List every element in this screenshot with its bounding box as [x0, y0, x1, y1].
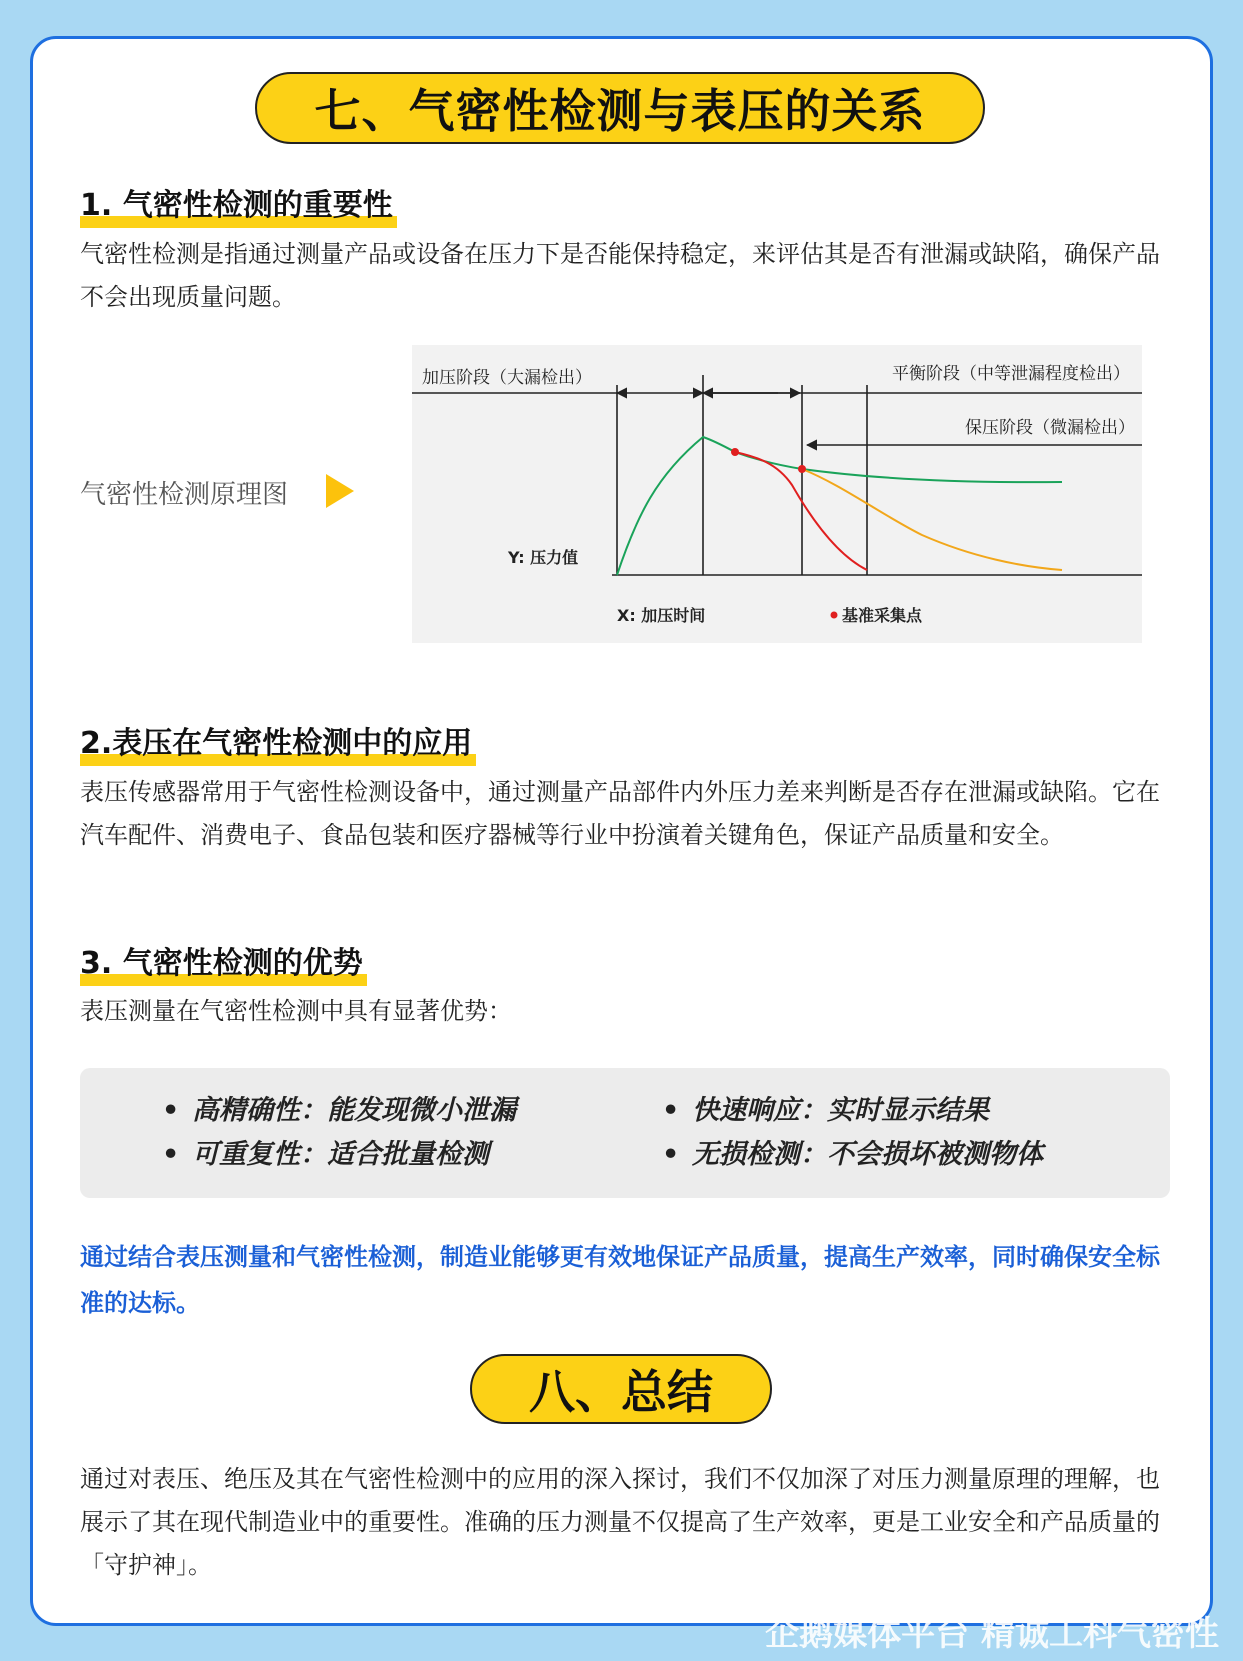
heading-importance: [80, 180, 397, 224]
paragraph-advantages-intro: 表压测量在气密性检测中具有显著优势：: [80, 997, 512, 1025]
medium-leak-curve: [802, 469, 1062, 570]
x-axis-label: X: 加压时间: [617, 606, 706, 625]
rise-curve: [617, 437, 735, 575]
section-8-title: 八、总结: [529, 1365, 713, 1419]
diagram-caption: 气密性检测原理图: [80, 480, 289, 510]
advantage-text: 高精确性：能发现微小泄漏: [192, 1095, 516, 1126]
summary-paragraph: 通过对表压、绝压及其在气密性检测中的应用的深入探讨，我们不仅加深了对压力测量原理的理解，也展示了其在现代制造业中的重要性。准确的压力测量不仅提高了生产效率，更是工业安全和产品质量的「守护神」。: [80, 1465, 1160, 1579]
heading-advantages: [80, 938, 367, 982]
advantage-text: 可重复性：适合批量检测: [192, 1139, 489, 1170]
advantage-item: [662, 1088, 989, 1127]
bullet: •: [162, 1139, 180, 1170]
legend-point-label: 基准采集点: [842, 606, 923, 625]
bullet: •: [662, 1095, 680, 1126]
heading-application-text: 2.表压在气密性检测中的应用: [80, 726, 473, 761]
advantage-text: 快速响应：实时显示结果: [692, 1095, 989, 1126]
stage-hold-label: 保压阶段（微漏检出）: [965, 418, 1135, 438]
advantage-item: [162, 1132, 489, 1171]
bullet: •: [662, 1139, 680, 1170]
principle-diagram: [412, 345, 1142, 643]
section-8-title-banner: [470, 1354, 772, 1424]
bullet: •: [162, 1095, 180, 1126]
legend-point-icon: [831, 612, 838, 619]
advantage-text: 无损检测：不会损坏被测物体: [692, 1139, 1043, 1170]
y-axis-label: Y: 压力值: [508, 548, 579, 567]
heading-application: [80, 718, 476, 762]
stable-curve: [735, 452, 1062, 482]
pointer-triangle-icon: [326, 474, 354, 508]
footer-watermark: 企鹅媒体平台 精诚工科气密性: [765, 1614, 1219, 1654]
heading-importance-text: 1. 气密性检测的重要性: [80, 188, 393, 223]
stage-pressurize-label: 加压阶段（大漏检出）: [422, 368, 592, 388]
section-7-title: 七、气密性检测与表压的关系: [314, 84, 926, 138]
principle-diagram-svg: [412, 345, 1142, 643]
conclusion-highlight: 通过结合表压测量和气密性检测，制造业能够更有效地保证产品质量，提高生产效率，同时确保安全标准的达标。: [80, 1243, 1160, 1317]
stage-balance-label: 平衡阶段（中等泄漏程度检出）: [892, 364, 1130, 384]
reference-point-2: [798, 465, 806, 473]
section-7-title-banner: [255, 72, 985, 144]
paragraph-importance: 气密性检测是指通过测量产品或设备在压力下是否能保持稳定，来评估其是否有泄漏或缺陷，确保产品不会出现质量问题。: [80, 240, 1160, 311]
advantage-item: [162, 1088, 516, 1127]
advantage-item: [662, 1132, 1043, 1171]
reference-point-1: [731, 448, 739, 456]
heading-advantages-text: 3. 气密性检测的优势: [80, 946, 363, 981]
paragraph-application: 表压传感器常用于气密性检测设备中，通过测量产品部件内外压力差来判断是否存在泄漏或缺陷。它在汽车配件、消费电子、食品包装和医疗器械等行业中扮演着关键角色，保证产品质量和安全。: [80, 778, 1160, 849]
